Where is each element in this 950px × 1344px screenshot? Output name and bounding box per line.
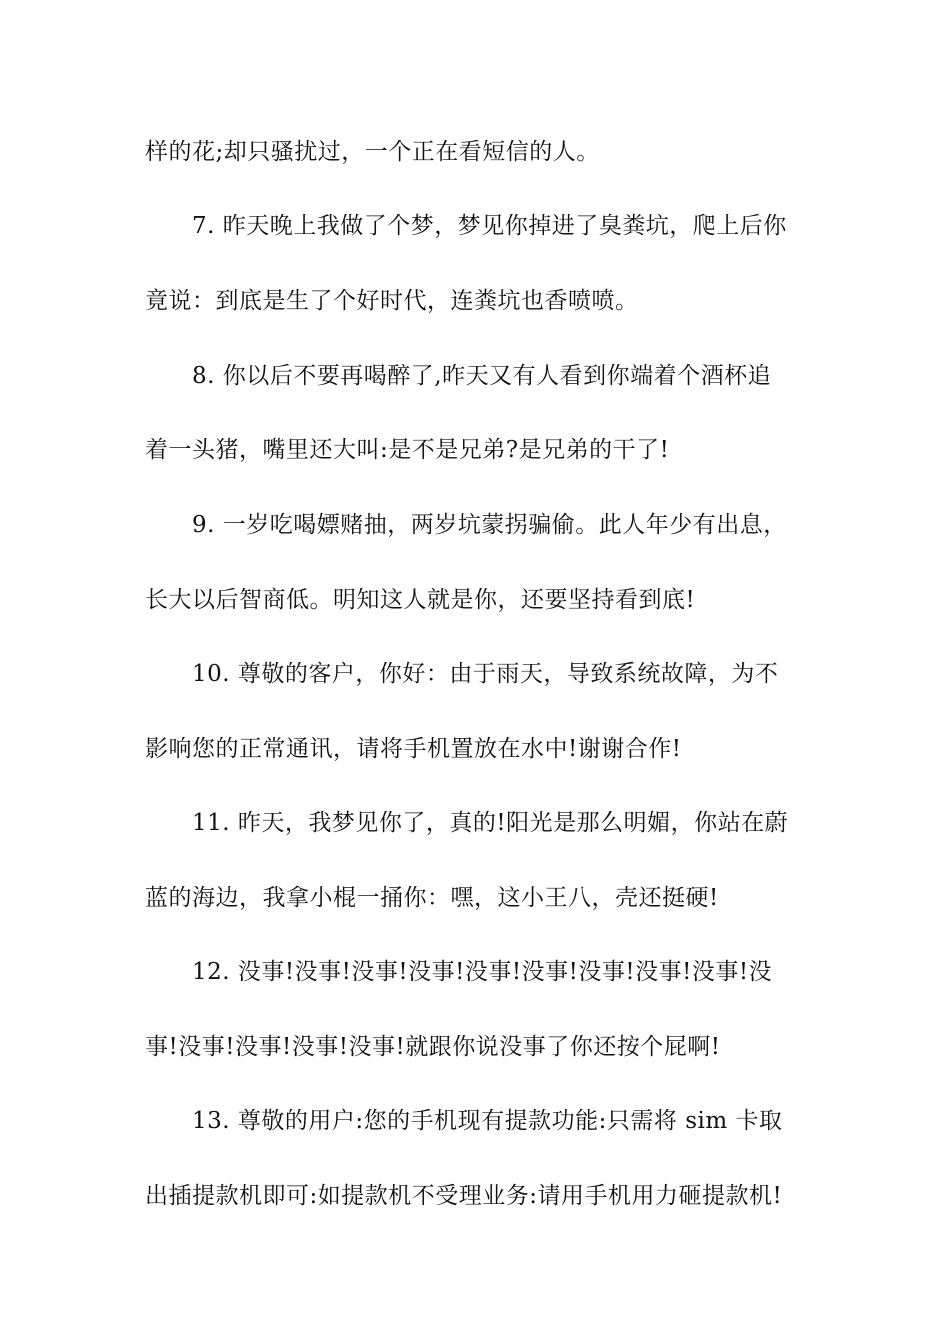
- text-line: 10. 尊敬的客户，你好：由于雨天，导致系统故障，为不: [192, 661, 779, 687]
- text-line: 竟说：到底是生了个好时代，连粪坑也香喷喷。: [145, 288, 639, 314]
- text-line: 12. 没事!没事!没事!没事!没事!没事!没事!没事!没事!没: [192, 959, 773, 985]
- text-line: 着一头猪，嘴里还大叫:是不是兄弟?是兄弟的干了!: [145, 437, 670, 463]
- text-line: 8. 你以后不要再喝醉了,昨天又有人看到你端着个酒杯追: [192, 363, 772, 389]
- text-line: 样的花;却只骚扰过，一个正在看短信的人。: [145, 139, 600, 165]
- text-line: 11. 昨天，我梦见你了，真的!阳光是那么明媚，你站在蔚: [192, 810, 789, 836]
- text-line: 蓝的海边，我拿小棍一捅你：嘿，这小王八，壳还挺硬!: [145, 885, 719, 911]
- text-line: 9. 一岁吃喝嫖赌抽，两岁坑蒙拐骗偷。此人年少有出息，: [192, 512, 787, 538]
- text-line: 影响您的正常通讯，请将手机置放在水中!谢谢合作!: [145, 736, 682, 762]
- text-line: 13. 尊敬的用户:您的手机现有提款功能:只需将 sim 卡取: [192, 1108, 783, 1134]
- text-line: 长大以后智商低。明知这人就是你，还要坚持看到底!: [145, 587, 696, 613]
- text-line: 出插提款机即可:如提款机不受理业务:请用手机用力砸提款机!: [145, 1183, 783, 1209]
- text-line: 7. 昨天晚上我做了个梦，梦见你掉进了臭粪坑，爬上后你: [192, 213, 787, 239]
- text-line: 事!没事!没事!没事!没事!就跟你说没事了你还按个屁啊!: [145, 1034, 721, 1060]
